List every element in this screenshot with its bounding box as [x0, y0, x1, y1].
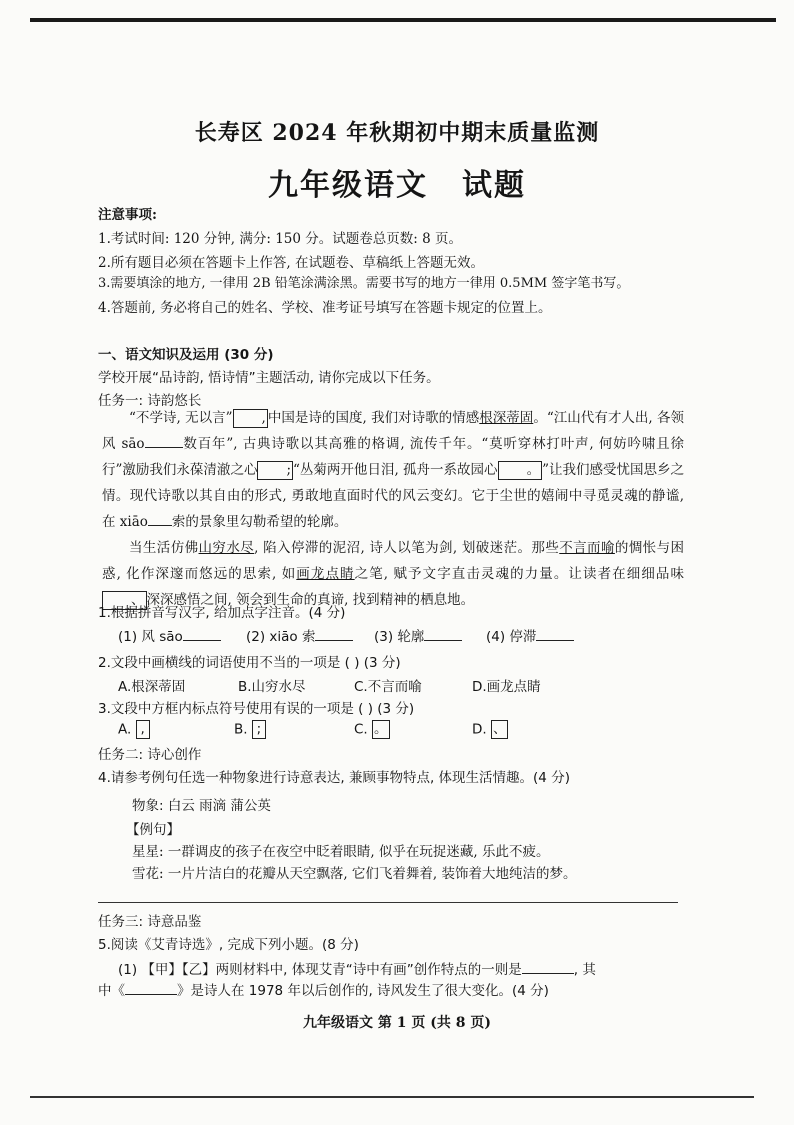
- punct-box-d: 、: [102, 591, 147, 610]
- pinyin-blank-1[interactable]: [145, 433, 183, 448]
- sub-question-text: 》是诗人在 1978 年以后创作的, 诗风发生了很大变化。(4 分): [177, 983, 549, 999]
- question-2-option-c[interactable]: C.不言而喻: [354, 679, 422, 695]
- question-2-option-a[interactable]: A.根深蒂固: [118, 679, 186, 695]
- notice-item-2: 2.所有题目必须在答题卡上作答, 在试题卷、草稿纸上答题无效。: [98, 255, 484, 271]
- page-footer: 九年级语文 第 1 页 (共 8 页): [303, 1015, 491, 1031]
- punct-box-b: ;: [257, 461, 293, 480]
- question-2-option-d[interactable]: D.画龙点睛: [472, 679, 541, 695]
- underlined-term-d: 画龙点睛: [296, 566, 355, 582]
- option-label: A.: [118, 721, 132, 738]
- option-label: D.: [472, 721, 487, 738]
- passage-text: 中国是诗的国度, 我们对诗歌的情感: [267, 410, 480, 426]
- underlined-term-a: 根深蒂固: [479, 410, 534, 426]
- question-3-option-a[interactable]: [118, 720, 150, 739]
- example-sentence-2: 雪花: 一片片洁白的花瓣从天空飘落, 它们飞着舞着, 装饰着大地纯洁的梦。: [132, 866, 577, 882]
- question-1-item-2: [246, 625, 353, 645]
- task2-title: 任务二: 诗心创作: [98, 747, 202, 763]
- notice-heading: 注意事项:: [98, 207, 157, 223]
- passage-text: 。“江山代有才人出, 各领风 sāo: [102, 410, 685, 452]
- passage-text: 深深感悟之间, 领会到生命的真谛, 找到精神的栖息地。: [146, 592, 475, 608]
- question-5-stem: 5.阅读《艾青诗选》, 完成下列小题。(8 分): [98, 937, 359, 953]
- question-1-item-4: [486, 625, 574, 645]
- option-mark: ;: [252, 720, 266, 739]
- question-5-sub1-line1: [118, 958, 596, 978]
- passage-text: 索的景象里勾勒希望的轮廓。: [171, 514, 348, 530]
- option-label: B.: [234, 721, 248, 738]
- section-intro: 学校开展“品诗韵, 悟诗情”主题活动, 请你完成以下任务。: [98, 370, 440, 386]
- passage-text: “丛菊两开他日泪, 孤舟一系故园心: [293, 462, 498, 478]
- underlined-term-c: 不言而喻: [559, 540, 615, 556]
- answer-blank[interactable]: [183, 626, 221, 641]
- item-text: (1) 风 sāo: [118, 629, 183, 645]
- punct-box-c: 。: [498, 461, 543, 480]
- exam-subtitle: [0, 160, 794, 204]
- task1-title: 任务一: 诗韵悠长: [98, 393, 202, 409]
- notice-item-1: 1.考试时间: 120 分钟, 满分: 150 分。试题卷总页数: 8 页。: [98, 231, 462, 247]
- question-1-item-3: [374, 625, 462, 645]
- question-3-option-d[interactable]: [472, 720, 508, 739]
- item-text: (4) 停滞: [486, 629, 537, 645]
- option-mark: 、: [492, 721, 507, 737]
- answer-line-divider: [98, 902, 678, 903]
- passage-paragraph-1: [102, 405, 684, 535]
- question-4-stem: 4.请参考例句任选一种物象进行诗意表达, 兼顾事物特点, 体现生活情趣。(4 分): [98, 770, 570, 786]
- example-label: 【例句】: [126, 822, 180, 838]
- answer-blank[interactable]: [424, 626, 462, 641]
- answer-blank[interactable]: [536, 626, 574, 641]
- exam-title: 长寿区 2024 年秋期初中期末质量监测: [194, 120, 600, 146]
- question-2-stem: 2.文段中画横线的词语使用不当的一项是 ( ) (3 分): [98, 655, 401, 671]
- task3-title: 任务三: 诗意品鉴: [98, 914, 202, 930]
- scan-edge-top: [30, 18, 776, 22]
- scan-edge-bottom: [30, 1096, 754, 1098]
- question-4-objects: 物象: 白云 雨滴 蒲公英: [132, 798, 271, 814]
- punct-box-a: ,: [233, 409, 268, 428]
- answer-blank[interactable]: [315, 626, 353, 641]
- question-1-item-1: [118, 625, 221, 645]
- item-text: (2) xiāo 索: [246, 629, 316, 645]
- option-mark: ,: [136, 720, 150, 739]
- sub-question-text: (1) 【甲】【乙】两则材料中, 体现艾青“诗中有画”创作特点的一则是: [118, 962, 522, 978]
- question-3-stem: 3.文段中方框内标点符号使用有误的一项是 ( ) (3 分): [98, 701, 415, 717]
- passage-text: 当生活仿佛: [129, 540, 199, 556]
- question-3-option-c[interactable]: [354, 720, 390, 739]
- question-2-option-b[interactable]: B.山穷水尽: [238, 679, 306, 695]
- question-1-stem: 1.根据拼音写汉字, 给加点字注音。(4 分): [98, 605, 346, 621]
- passage-text: 之笔, 赋予文字直击灵魂的力量。让读者在细细品味: [354, 566, 684, 582]
- passage-text: , 陷入停滞的泥沼, 诗人以笔为剑, 划破迷茫。那些: [254, 540, 560, 556]
- passage-text: 的惆怅与困惑, 化作深邃而悠远的思索, 如: [102, 540, 684, 582]
- passage-text: ”让我们感受忧国思乡之情。现代诗歌以其自由的形式, 勇敢地直面时代的风云变幻。它于尘世的嬉闹中寻觅灵魂的静谧, 在 xiāo: [102, 462, 685, 530]
- answer-blank[interactable]: [125, 980, 177, 995]
- passage-text: 数百年”, 古典诗歌以其高雅的格调, 流传千年。“莫听穿林打叶声, 何妨吟啸且徐行”激励我们永葆清澈之心: [102, 436, 684, 478]
- notice-item-4: 4.答题前, 务必将自己的姓名、学校、准考证号填写在答题卡规定的位置上。: [98, 300, 552, 316]
- sub-question-text: 中《: [98, 983, 125, 999]
- paper-type-label: 试题: [462, 168, 526, 203]
- subject-label: 九年级语文: [268, 168, 428, 203]
- section-heading: 一、语文知识及运用 (30 分): [98, 347, 274, 363]
- notice-item-3: 3.需要填涂的地方, 一律用 2B 铅笔涂满涂黑。需要书写的地方一律用 0.5MM 签字笔书写。: [98, 276, 630, 291]
- answer-blank[interactable]: [522, 959, 574, 974]
- question-5-sub1-line2: [98, 979, 549, 999]
- underlined-term-b: 山穷水尽: [198, 540, 255, 556]
- option-label: C.: [354, 721, 368, 738]
- option-mark: 。: [374, 721, 388, 737]
- passage-text: “不学诗, 无以言”: [129, 410, 233, 426]
- pinyin-blank-2[interactable]: [148, 511, 172, 526]
- question-3-option-b[interactable]: [234, 720, 266, 739]
- item-text: (3) 轮廓: [374, 629, 425, 645]
- sub-question-text: , 其: [573, 962, 596, 978]
- example-sentence-1: 星星: 一群调皮的孩子在夜空中眨着眼睛, 似乎在玩捉迷藏, 乐此不疲。: [132, 844, 550, 860]
